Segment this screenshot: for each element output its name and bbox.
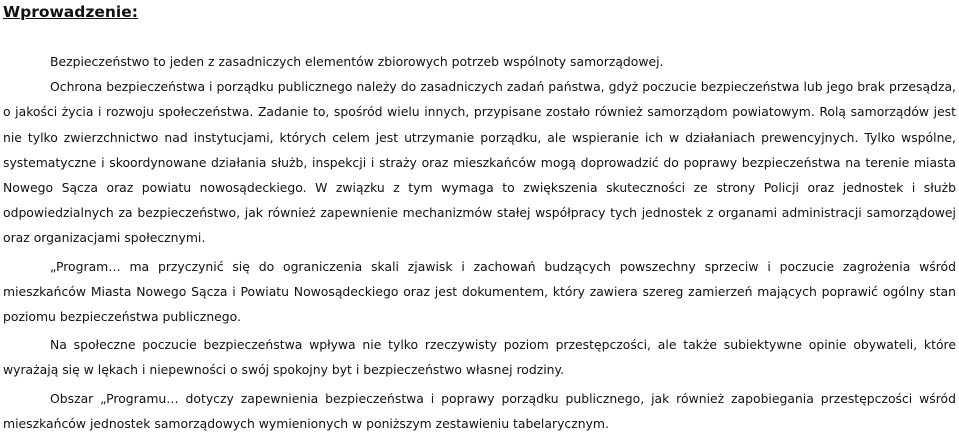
paragraph-role-text: Rolą samorządów jest nie tylko zwierzchnictwo nad instytucjami, których celem jest utrzymanie porządku, ale wspieranie ich w działaniach prewencyjnych. Tylko wspólne, systematyczne i skoordynowane działania służb, inspekcji i straży oraz mieszkańców mogą doprowadzić do poprawy bezpieczeństwa na terenie miasta Nowego Sącza oraz powiatu nowosądeckiego. W związku z tym wymaga to zwiększenia skuteczności ze strony Policji oraz jednostek i służb odpowiedzialnych za bezpieczeństwo, jak również zapewnienie mechanizmów stałej współpracy tych jednostek z organami administracji samorządowej oraz organizacjami społecznymi. — [3, 104, 957, 246]
paragraph-social-feeling: Na społeczne poczucie bezpieczeństwa wpływa nie tylko rzeczywisty poziom przestępczości, ale także subiektywne opinie obywateli, które wyrażają się w lękach i niepewności o swój spokojny byt i bezpieczeństwo własnej rodziny. — [3, 337, 956, 378]
section-heading: Wprowadzenie: — [3, 3, 138, 21]
paragraph-protection-text: Ochrona bezpieczeństwa i porządku publicznego należy do zasadniczych zadań państwa, gdyż poczucie bezpieczeństwa lub jego brak przesądza, o jakości życia i rozwoju społeczeństwa. — [3, 79, 956, 120]
paragraph-program-area: Obszar „Programu… dotyczy zapewnienia bezpieczeństwa i poprawy porządku publicznego, jak również zapobiegania przestępczości wśród mieszkańców jednostek samorządowych wymienionych w poniższym zestawieniu tabelarycznym. — [3, 390, 956, 431]
paragraph-program: „Program… ma przyczynić się do ograniczenia skali zjawisk i zachowań budzących powszechny sprzeciw i poczucie zagrożenia wśród mieszkańców Miasta Nowego Sącza i Powiatu Nowosądeckiego oraz jest dokumentem, który zawiera szereg zamierzeń mających poprawić ogólny stan poziomu bezpieczeństwa publicznego. — [3, 258, 956, 325]
document-page — [3, 0, 956, 436]
paragraph-intro: Bezpieczeństwo to jeden z zasadniczych elementów zbiorowych potrzeb wspólnoty samorządowej. — [50, 54, 664, 69]
paragraph-protection — [3, 74, 956, 250]
paragraph-task-text: Zadanie to, spośród wielu innych, przypisane zostało również samorządom powiatowym. — [253, 104, 815, 120]
